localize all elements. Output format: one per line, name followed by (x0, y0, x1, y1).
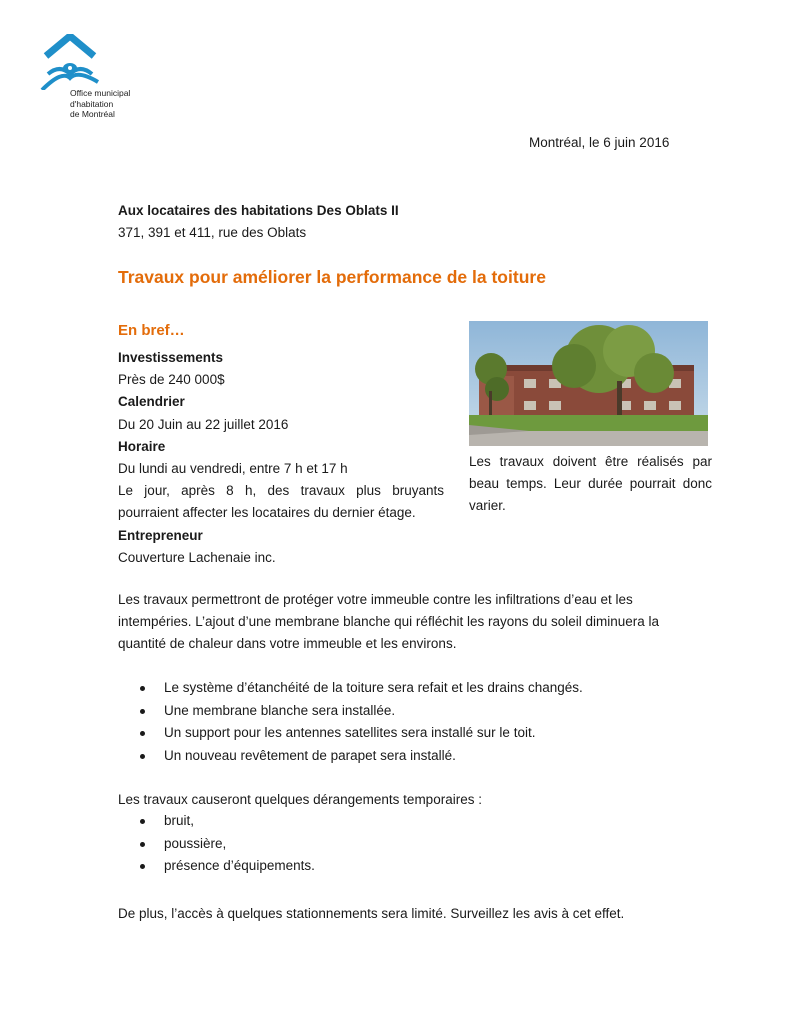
list-item-text: Un nouveau revêtement de parapet sera installé. (164, 747, 456, 763)
works-list (140, 677, 583, 767)
brief-schedule-note: Le jour, après 8 h, des travaux plus bruyants pourraient affecter les locataires du dernier étage. (118, 483, 444, 521)
brief-value-schedule: Du lundi au vendredi, entre 7 h et 17 h (118, 461, 348, 477)
list-item-text: présence d’équipements. (164, 858, 315, 874)
brief-value-calendar: Du 20 Juin au 22 juillet 2016 (118, 416, 289, 432)
list-item (140, 833, 315, 856)
bullet-icon (140, 709, 145, 714)
brief-label-contractor: Entrepreneur (118, 527, 203, 543)
list-item-text: poussière, (164, 835, 227, 851)
photo-caption: Les travaux doivent être réalisés par beau temps. Leur durée pourrait donc varier. (469, 454, 712, 514)
list-item (140, 810, 315, 833)
list-item (140, 700, 583, 723)
paragraph-parking: De plus, l’accès à quelques stationnements sera limité. Surveillez les avis à cet effet. (118, 906, 625, 921)
document-title: Travaux pour améliorer la performance de la toiture (118, 267, 546, 287)
list-item (140, 677, 583, 700)
list-item-text: Une membrane blanche sera installée. (164, 702, 396, 718)
bullet-icon (140, 754, 145, 759)
letter-date: Montréal, le 6 juin 2016 (529, 135, 670, 150)
logo-line-3: de Montréal (70, 109, 115, 119)
logo-text (70, 88, 130, 120)
brief-value-contractor: Couverture Lachenaie inc. (118, 549, 276, 565)
address: 371, 391 et 411, rue des Oblats (118, 225, 307, 240)
building-photo (469, 321, 708, 446)
list-item (140, 745, 583, 768)
brief-value-investments: Près de 240 000$ (118, 372, 225, 388)
brief-label-calendar: Calendrier (118, 394, 185, 410)
logo-line-2: d'habitation (70, 98, 114, 109)
list-item-text: Le système d’étanchéité de la toiture sera refait et les drains changés. (164, 680, 583, 695)
list-item-text: Un support pour les antennes satellites sera installé sur le toit. (164, 725, 536, 741)
omhm-logo (40, 34, 150, 124)
bullet-icon (140, 731, 145, 736)
list-item (140, 722, 583, 745)
omhm-house-logo-icon (40, 34, 102, 90)
logo-line-1: Office municipal (70, 88, 131, 98)
bullet-icon (140, 864, 145, 869)
list-item (140, 855, 315, 878)
paragraph-disturbances: Les travaux causeront quelques dérangements temporaires : (118, 792, 482, 807)
brief-label-schedule: Horaire (118, 438, 166, 454)
bullet-icon (140, 686, 145, 691)
brief-section (118, 347, 444, 569)
disturbances-list (140, 810, 315, 878)
bullet-icon (140, 819, 145, 824)
brief-heading: En bref… (118, 322, 185, 339)
brief-label-investments: Investissements (118, 350, 224, 365)
recipient: Aux locataires des habitations Des Oblats II (118, 203, 399, 218)
bullet-icon (140, 842, 145, 847)
list-item-text: bruit, (164, 813, 195, 828)
paragraph-intro: Les travaux permettront de protéger votre immeuble contre les infiltrations d’eau et les intempéries. L’ajout d’une membrane blanche qui réfléchit les rayons du soleil diminuera la quantité de chaleur dans votre immeuble et les environs. (118, 592, 660, 651)
